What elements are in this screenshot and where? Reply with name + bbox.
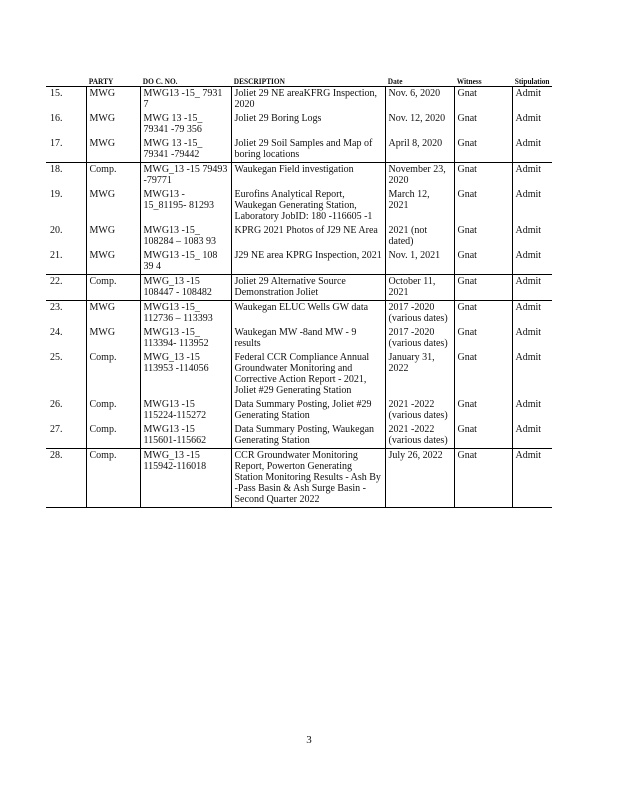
doc-number-cell: MWG13 -15_ 112736 – 113393 (140, 301, 231, 327)
stipulation-cell: Admit (512, 275, 552, 301)
witness-cell: Gnat (454, 301, 512, 327)
description-cell: Data Summary Posting, Waukegan Generating Station (231, 423, 385, 449)
witness-cell: Gnat (454, 423, 512, 449)
doc-number-cell: MWG_13 -15 79493 -79771 (140, 163, 231, 189)
exhibit-table (46, 74, 552, 508)
exhibit-number: 16. (50, 113, 63, 124)
date-cell: Nov. 6, 2020 (385, 87, 454, 113)
header-doc-no: DO C. NO. (140, 74, 224, 87)
exhibit-number: 17. (50, 138, 63, 149)
party-cell: Comp. (86, 351, 140, 398)
exhibit-number: 28. (46, 449, 86, 508)
exhibit-number: 27. (50, 424, 63, 435)
date-cell: 2021 -2022 (various dates) (385, 398, 454, 423)
table-row (46, 449, 552, 508)
header-stipulation: Stipulation (512, 74, 549, 87)
exhibit-number: 18. (46, 163, 86, 189)
party-cell: MWG (86, 224, 140, 249)
description-cell: Joliet 29 Soil Samples and Map of boring locations (231, 137, 385, 163)
date-cell: January 31, 2022 (385, 351, 454, 398)
witness-cell: Gnat (454, 224, 512, 249)
witness-cell: Gnat (454, 112, 512, 137)
description-cell: J29 NE area KPRG Inspection, 2021 (231, 249, 385, 275)
stipulation-cell: Admit (512, 112, 552, 137)
stipulation-cell: Admit (512, 188, 552, 224)
doc-number-cell: MWG 13 -15_ 79341 -79 356 (140, 112, 231, 137)
witness-cell: Gnat (454, 449, 512, 508)
description-cell: Eurofins Analytical Report, Waukegan Generating Station, Laboratory JobID: 180 -116605 -1 (231, 188, 385, 224)
description-cell: Data Summary Posting, Joliet #29 Generating Station (231, 398, 385, 423)
doc-number-cell: MWG13 -15_ 108 39 4 (140, 249, 231, 275)
doc-number-cell: MWG13 -15 115224-115272 (140, 398, 231, 423)
doc-number-cell: MWG13 -15_ 108284 – 1083 93 (140, 224, 231, 249)
table-row (46, 87, 552, 113)
party-cell: Comp. (86, 398, 140, 423)
table-header-row (46, 74, 552, 87)
doc-number-cell: MWG 13 -15_ 79341 -79442 (140, 137, 231, 163)
date-cell: 2021 -2022 (various dates) (385, 423, 454, 449)
doc-number-cell: MWG13 - 15_81195- 81293 (140, 188, 231, 224)
table-row (46, 224, 552, 249)
table-row (46, 423, 552, 449)
witness-cell: Gnat (454, 87, 512, 113)
exhibit-number: 25. (50, 352, 63, 363)
stipulation-cell: Admit (512, 163, 552, 189)
header-party: PARTY (86, 74, 136, 87)
stipulation-cell: Admit (512, 301, 552, 327)
date-cell: April 8, 2020 (385, 137, 454, 163)
description-cell: Joliet 29 Alternative Source Demonstration Joliet (231, 275, 385, 301)
witness-cell: Gnat (454, 249, 512, 275)
description-cell: CCR Groundwater Monitoring Report, Powerton Generating Station Monitoring Results - Ash By -Pass Basin & Ash Surge Basin -Second Quarter 2022 (231, 449, 385, 508)
party-cell: MWG (86, 137, 140, 163)
party-cell: MWG (86, 301, 140, 327)
party-cell: Comp. (86, 423, 140, 449)
table-row (46, 326, 552, 351)
header-witness: Witness (454, 74, 507, 87)
party-cell: MWG (86, 188, 140, 224)
date-cell: 2021 (not dated) (385, 224, 454, 249)
header-description: DESCRIPTION (231, 74, 373, 87)
date-cell: 2017 -2020 (various dates) (385, 301, 454, 327)
table-body (46, 87, 552, 508)
date-cell: March 12, 2021 (385, 188, 454, 224)
description-cell: Waukegan Field investigation (231, 163, 385, 189)
doc-number-cell: MWG_13 -15 113953 -114056 (140, 351, 231, 398)
date-cell: July 26, 2022 (385, 449, 454, 508)
party-cell: MWG (86, 249, 140, 275)
table-row (46, 163, 552, 189)
header-number (46, 74, 83, 87)
doc-number-cell: MWG13 -15_ 113394- 113952 (140, 326, 231, 351)
stipulation-cell: Admit (512, 423, 552, 449)
exhibit-number: 19. (50, 189, 63, 200)
party-cell: MWG (86, 326, 140, 351)
party-cell: Comp. (86, 449, 140, 508)
exhibit-number: 22. (46, 275, 86, 301)
doc-number-cell: MWG13 -15 115601-115662 (140, 423, 231, 449)
exhibit-number: 15. (46, 87, 86, 113)
exhibit-number: 21. (50, 250, 63, 261)
stipulation-cell: Admit (512, 87, 552, 113)
witness-cell: Gnat (454, 188, 512, 224)
description-cell: Waukegan ELUC Wells GW data (231, 301, 385, 327)
witness-cell: Gnat (454, 398, 512, 423)
party-cell: Comp. (86, 163, 140, 189)
description-cell: Joliet 29 NE areaKFRG Inspection, 2020 (231, 87, 385, 113)
table-row (46, 112, 552, 137)
description-cell: Federal CCR Compliance Annual Groundwater Monitoring and Corrective Action Report - 2021, Joliet #29 Generating Station (231, 351, 385, 398)
doc-number-cell: MWG_13 -15 115942-116018 (140, 449, 231, 508)
date-cell: October 11, 2021 (385, 275, 454, 301)
party-cell: MWG (86, 112, 140, 137)
doc-number-cell: MWG13 -15_ 7931 7 (140, 87, 231, 113)
witness-cell: Gnat (454, 163, 512, 189)
witness-cell: Gnat (454, 137, 512, 163)
header-date: Date (385, 74, 448, 87)
exhibit-number: 26. (50, 399, 63, 410)
description-cell: Joliet 29 Boring Logs (231, 112, 385, 137)
stipulation-cell: Admit (512, 224, 552, 249)
table-row (46, 137, 552, 163)
date-cell: November 23, 2020 (385, 163, 454, 189)
date-cell: Nov. 12, 2020 (385, 112, 454, 137)
table-row (46, 249, 552, 275)
exhibit-number: 20. (50, 225, 63, 236)
exhibit-number: 24. (50, 327, 63, 338)
exhibit-number: 23. (46, 301, 86, 327)
stipulation-cell: Admit (512, 351, 552, 398)
stipulation-cell: Admit (512, 326, 552, 351)
description-cell: KPRG 2021 Photos of J29 NE Area (231, 224, 385, 249)
page-number: 3 (306, 734, 312, 746)
party-cell: MWG (86, 87, 140, 113)
stipulation-cell: Admit (512, 398, 552, 423)
witness-cell: Gnat (454, 326, 512, 351)
doc-number-cell: MWG_13 -15 108447 - 108482 (140, 275, 231, 301)
witness-cell: Gnat (454, 351, 512, 398)
date-cell: 2017 -2020 (various dates) (385, 326, 454, 351)
table-row (46, 301, 552, 327)
witness-cell: Gnat (454, 275, 512, 301)
date-cell: Nov. 1, 2021 (385, 249, 454, 275)
table-row (46, 275, 552, 301)
table-row (46, 188, 552, 224)
stipulation-cell: Admit (512, 137, 552, 163)
stipulation-cell: Admit (512, 249, 552, 275)
table-row (46, 351, 552, 398)
stipulation-cell: Admit (512, 449, 552, 508)
table-row (46, 398, 552, 423)
description-cell: Waukegan MW -8and MW - 9 results (231, 326, 385, 351)
party-cell: Comp. (86, 275, 140, 301)
